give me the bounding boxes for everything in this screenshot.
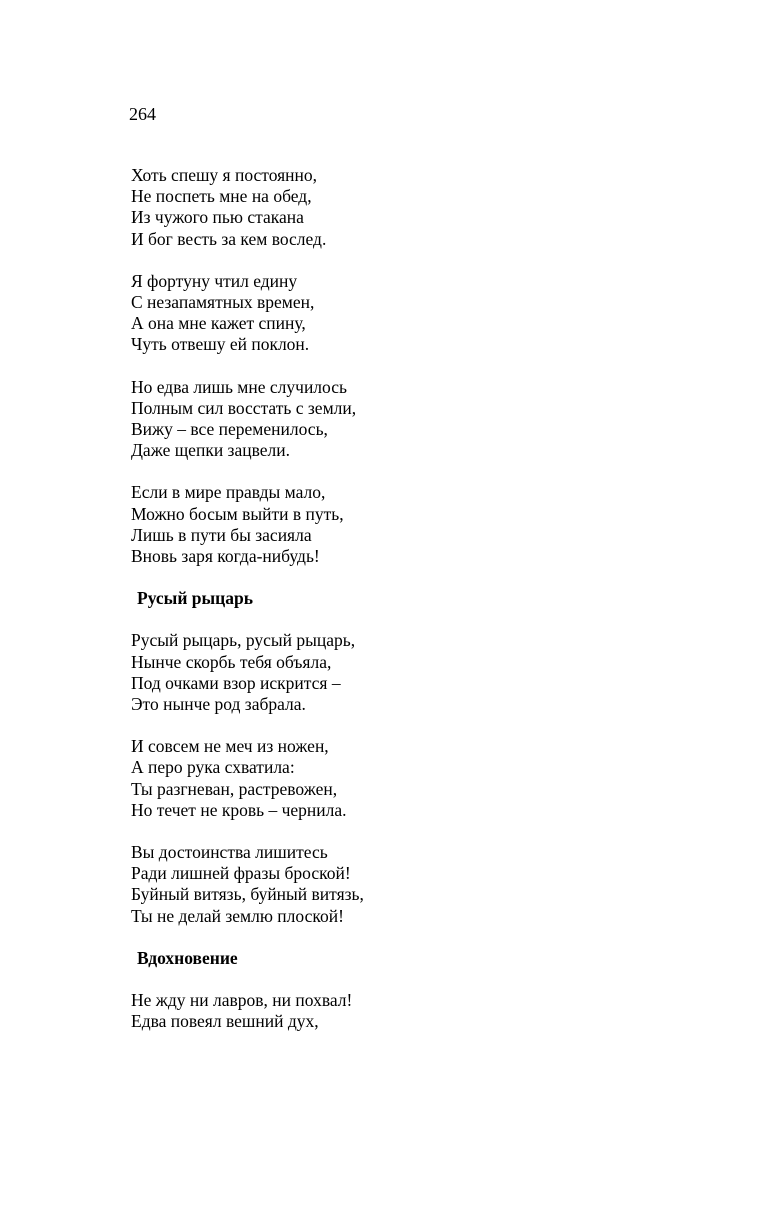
verse-line: И совсем не меч из ножен, <box>131 736 329 757</box>
stanza <box>131 482 691 567</box>
verse-line: Но течет не кровь – чернила. <box>131 799 347 820</box>
verse-line: Чуть отвешу ей поклон. <box>131 334 310 355</box>
verse-line: Вы достоинства лишитесь <box>131 842 328 863</box>
stanza <box>131 736 691 821</box>
page-number: 264 <box>129 104 156 124</box>
verse-line: Лишь в пути бы засияла <box>131 524 312 545</box>
verse-line: Но едва лишь мне случилось <box>131 376 347 397</box>
stanza <box>131 990 691 1032</box>
verse-line: Хоть спешу я постоянно, <box>131 165 318 185</box>
poem-title: Вдохновение <box>137 947 238 968</box>
verse-line: А она мне кажет спину, <box>131 313 306 334</box>
verse-line: Не жду ни лавров, ни похвал! <box>131 990 353 1011</box>
verse-line: Вижу – все переменилось, <box>131 419 328 440</box>
poem-title: Русый рыцарь <box>137 588 254 609</box>
verse-line: И бог весть за кем вослед. <box>131 228 327 249</box>
verse-line: Буйный витязь, буйный витязь, <box>131 884 364 905</box>
verse-line: Ради лишней фразы броской! <box>131 863 351 884</box>
stanza <box>131 271 691 356</box>
stanza <box>131 630 691 715</box>
verse-line: А перо рука схватила: <box>131 757 295 778</box>
verse-line: Полным сил восстать с земли, <box>131 397 357 418</box>
verse-line: Если в мире правды мало, <box>131 482 326 503</box>
verse-line: С незапамятных времен, <box>131 292 315 313</box>
verse-line: Из чужого пью стакана <box>131 207 304 228</box>
stanza <box>131 377 691 462</box>
verse-line: Я фортуну чтил едину <box>131 270 298 291</box>
verse-line: Вновь заря когда-нибудь! <box>131 546 320 567</box>
verse-line: Нынче скорбь тебя объяла, <box>131 651 332 672</box>
verse-line: Русый рыцарь, русый рыцарь, <box>131 630 356 651</box>
verse-line: Можно босым выйти в путь, <box>131 503 344 524</box>
verse-line: Это нынче род забрала. <box>131 694 306 715</box>
stanza <box>131 165 691 250</box>
poem-content <box>131 165 691 1054</box>
verse-line: Под очками взор искрится – <box>131 672 341 693</box>
verse-line: Ты не делай землю плоской! <box>131 905 344 926</box>
verse-line: Едва повеял вешний дух, <box>131 1011 319 1032</box>
verse-line: Ты разгневан, растревожен, <box>131 778 338 799</box>
verse-line: Даже щепки зацвели. <box>131 440 291 461</box>
verse-line: Не поспеть мне на обед, <box>131 186 312 207</box>
stanza <box>131 842 691 927</box>
